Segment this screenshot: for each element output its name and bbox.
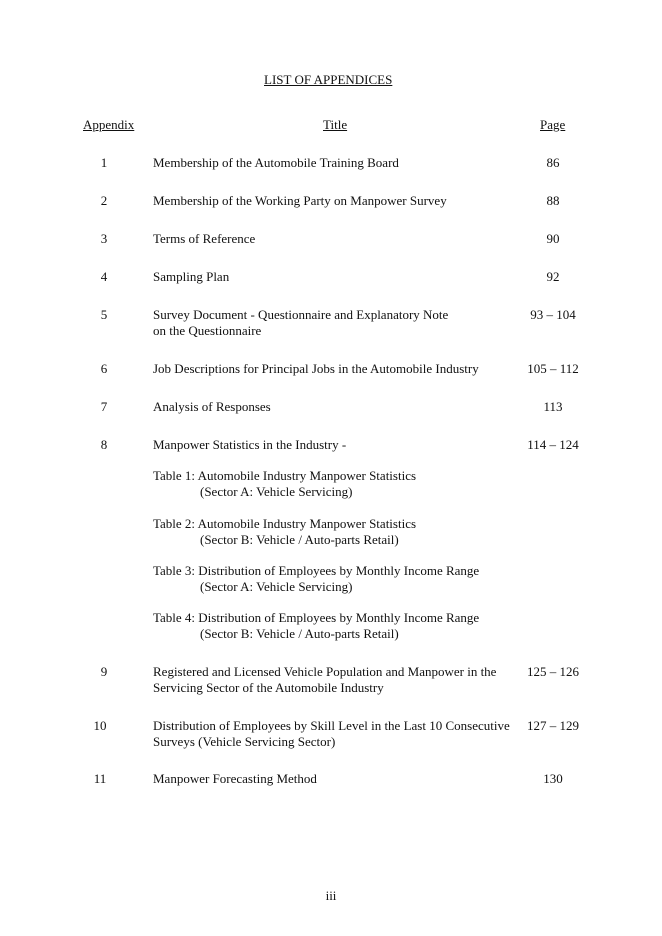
appendix-page: 86 bbox=[546, 155, 560, 170]
appendix-number: 5 bbox=[100, 307, 108, 322]
column-header-title: Title bbox=[323, 117, 348, 132]
sub-table-entry bbox=[153, 516, 416, 548]
appendix-page: 90 bbox=[546, 231, 560, 246]
appendix-number: 11 bbox=[93, 771, 107, 786]
title-line: Membership of the Working Party on Manpower Survey bbox=[153, 193, 447, 208]
appendix-title bbox=[153, 231, 255, 247]
title-line: on the Questionnaire bbox=[153, 323, 262, 338]
appendix-page: 127 – 129 bbox=[527, 718, 579, 733]
title-line: Analysis of Responses bbox=[153, 399, 271, 414]
sub-table-entry bbox=[153, 468, 416, 500]
column-header-page: Page bbox=[540, 117, 566, 132]
column-header-appendix: Appendix bbox=[83, 117, 135, 132]
title-line: Distribution of Employees by Skill Level in the Last 10 Consecutive bbox=[153, 718, 510, 733]
appendix-title bbox=[153, 399, 271, 415]
appendix-page: 130 bbox=[543, 771, 563, 786]
appendix-page: 93 – 104 bbox=[530, 307, 576, 322]
appendix-title bbox=[153, 269, 229, 285]
title-line: Manpower Statistics in the Industry - bbox=[153, 437, 347, 452]
title-line: Sampling Plan bbox=[153, 269, 230, 284]
sub-table-entry bbox=[153, 563, 479, 595]
sub-table-line: Table 4: Distribution of Employees by Monthly Income Range bbox=[153, 610, 480, 625]
sub-table-entry bbox=[153, 610, 479, 642]
appendix-number: 4 bbox=[100, 269, 108, 284]
appendix-page: 114 – 124 bbox=[527, 437, 579, 452]
appendix-title bbox=[153, 155, 399, 171]
sub-table-sector: (Sector B: Vehicle / Auto-parts Retail) bbox=[200, 532, 399, 547]
sub-table-sector: (Sector A: Vehicle Servicing) bbox=[200, 484, 353, 499]
title-line: Survey Document - Questionnaire and Explanatory Note bbox=[153, 307, 449, 322]
appendix-page: 113 bbox=[543, 399, 563, 414]
sub-table-sector: (Sector B: Vehicle / Auto-parts Retail) bbox=[200, 626, 399, 641]
title-line: Manpower Forecasting Method bbox=[153, 771, 317, 786]
appendix-number: 2 bbox=[100, 193, 108, 208]
sub-table-line: Table 1: Automobile Industry Manpower Statistics bbox=[153, 468, 417, 483]
appendix-title bbox=[153, 771, 317, 787]
sub-table-line: Table 3: Distribution of Employees by Monthly Income Range bbox=[153, 563, 480, 578]
title-line: Surveys (Vehicle Servicing Sector) bbox=[153, 734, 336, 749]
appendix-number: 1 bbox=[100, 155, 108, 170]
title-line: Job Descriptions for Principal Jobs in the Automobile Industry bbox=[153, 361, 479, 376]
title-line: Terms of Reference bbox=[153, 231, 256, 246]
appendix-number: 8 bbox=[100, 437, 108, 452]
sub-table-line: Table 2: Automobile Industry Manpower Statistics bbox=[153, 516, 417, 531]
appendix-title bbox=[153, 664, 496, 696]
appendix-page: 125 – 126 bbox=[527, 664, 579, 679]
page-number: iii bbox=[325, 888, 337, 903]
appendix-title bbox=[153, 193, 447, 209]
appendix-number: 9 bbox=[100, 664, 108, 679]
appendix-title bbox=[153, 307, 448, 339]
appendix-number: 10 bbox=[93, 718, 107, 733]
appendix-page: 88 bbox=[546, 193, 560, 208]
page-title: LIST OF APPENDICES bbox=[264, 72, 393, 87]
appendix-number: 7 bbox=[100, 399, 108, 414]
appendix-page: 105 – 112 bbox=[527, 361, 579, 376]
title-line: Membership of the Automobile Training Board bbox=[153, 155, 399, 170]
appendix-number: 6 bbox=[100, 361, 108, 376]
appendix-page: 92 bbox=[546, 269, 560, 284]
appendix-title bbox=[153, 718, 510, 750]
title-line: Servicing Sector of the Automobile Industry bbox=[153, 680, 384, 695]
appendix-number: 3 bbox=[100, 231, 108, 246]
appendix-title bbox=[153, 437, 346, 453]
sub-table-sector: (Sector A: Vehicle Servicing) bbox=[200, 579, 353, 594]
appendix-title bbox=[153, 361, 479, 377]
title-line: Registered and Licensed Vehicle Population and Manpower in the bbox=[153, 664, 497, 679]
